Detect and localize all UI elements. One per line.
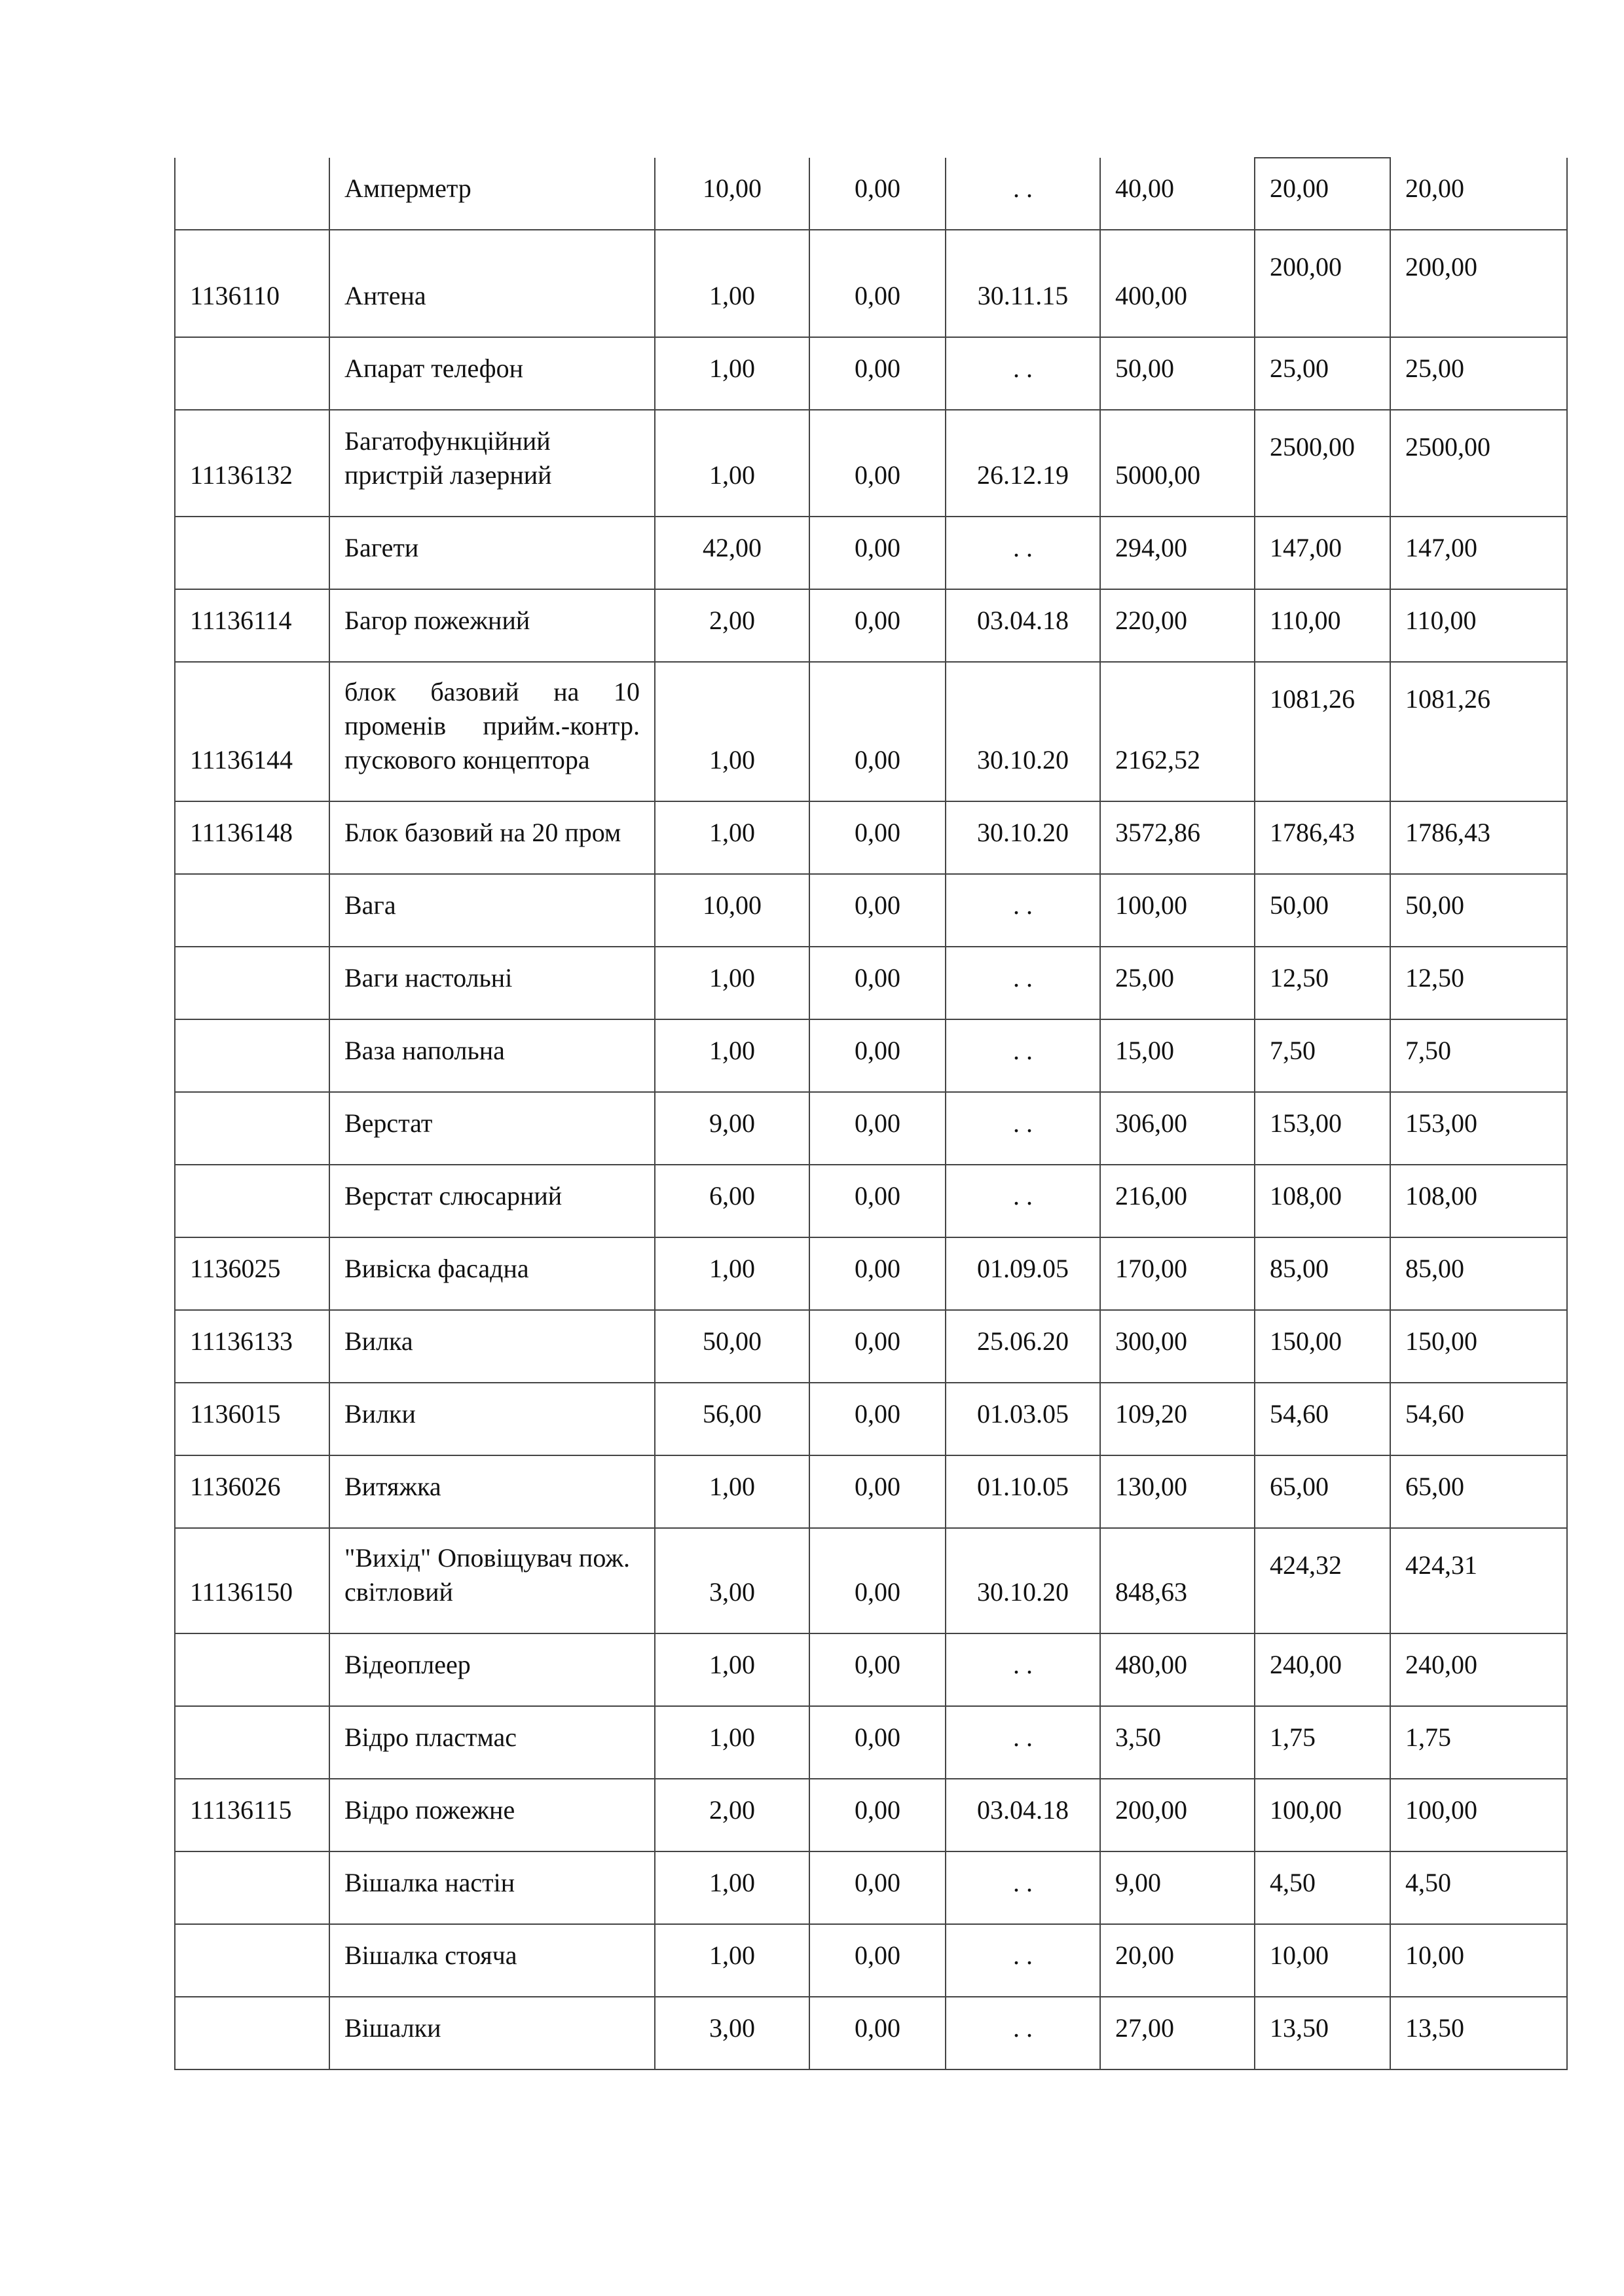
item-name: Відро пластмас	[329, 1706, 655, 1779]
item-name: Багатофункційний пристрій лазерний	[329, 410, 655, 517]
item-code: 11136115	[175, 1779, 329, 1851]
item-half-2: 200,00	[1390, 230, 1567, 337]
item-half-1: 147,00	[1255, 517, 1390, 589]
item-zero-value: 0,00	[809, 801, 946, 874]
item-total: 170,00	[1100, 1237, 1255, 1310]
item-name: Витяжка	[329, 1455, 655, 1528]
item-zero-value: 0,00	[809, 1455, 946, 1528]
item-half-2: 85,00	[1390, 1237, 1567, 1310]
item-half-1: 1081,26	[1255, 662, 1390, 801]
item-half-2: 20,00	[1390, 158, 1567, 230]
item-half-2: 10,00	[1390, 1924, 1567, 1997]
item-zero-value: 0,00	[809, 1383, 946, 1455]
item-half-2: 2500,00	[1390, 410, 1567, 517]
item-quantity: 1,00	[655, 337, 809, 410]
item-date: 01.09.05	[946, 1237, 1100, 1310]
item-zero-value: 0,00	[809, 1779, 946, 1851]
item-code: 11136150	[175, 1528, 329, 1633]
item-code	[175, 1706, 329, 1779]
item-total: 25,00	[1100, 947, 1255, 1019]
item-half-1: 2500,00	[1255, 410, 1390, 517]
item-half-1: 25,00	[1255, 337, 1390, 410]
item-total: 848,63	[1100, 1528, 1255, 1633]
item-half-1: 424,32	[1255, 1528, 1390, 1633]
item-zero-value: 0,00	[809, 230, 946, 337]
item-half-2: 54,60	[1390, 1383, 1567, 1455]
item-name: Вилки	[329, 1383, 655, 1455]
item-code: 1136015	[175, 1383, 329, 1455]
item-name: Амперметр	[329, 158, 655, 230]
item-code: 11136148	[175, 801, 329, 874]
item-name: Ваза напольна	[329, 1019, 655, 1092]
item-zero-value: 0,00	[809, 410, 946, 517]
item-date: 01.03.05	[946, 1383, 1100, 1455]
item-date: . .	[946, 337, 1100, 410]
item-quantity: 1,00	[655, 1924, 809, 1997]
inventory-table	[174, 157, 1568, 2070]
item-half-2: 25,00	[1390, 337, 1567, 410]
item-code	[175, 1019, 329, 1092]
item-quantity: 1,00	[655, 1455, 809, 1528]
item-total: 3,50	[1100, 1706, 1255, 1779]
item-date: 03.04.18	[946, 589, 1100, 662]
item-name: Блок базовий на 20 пром	[329, 801, 655, 874]
item-quantity: 56,00	[655, 1383, 809, 1455]
item-code	[175, 337, 329, 410]
item-name: Ваги настольні	[329, 947, 655, 1019]
item-quantity: 1,00	[655, 801, 809, 874]
item-half-1: 108,00	[1255, 1165, 1390, 1237]
item-half-2: 240,00	[1390, 1633, 1567, 1706]
table-row	[175, 1455, 1567, 1528]
item-date: . .	[946, 1851, 1100, 1924]
item-quantity: 1,00	[655, 947, 809, 1019]
item-quantity: 1,00	[655, 1633, 809, 1706]
item-half-1: 20,00	[1255, 158, 1390, 230]
item-date: . .	[946, 1997, 1100, 2069]
item-date: 30.10.20	[946, 1528, 1100, 1633]
table-row	[175, 1997, 1567, 2069]
item-date: . .	[946, 1165, 1100, 1237]
item-half-1: 54,60	[1255, 1383, 1390, 1455]
item-half-1: 100,00	[1255, 1779, 1390, 1851]
item-quantity: 50,00	[655, 1310, 809, 1383]
item-code: 11136144	[175, 662, 329, 801]
item-total: 216,00	[1100, 1165, 1255, 1237]
item-quantity: 10,00	[655, 158, 809, 230]
item-total: 100,00	[1100, 874, 1255, 947]
item-date: . .	[946, 874, 1100, 947]
item-quantity: 1,00	[655, 1237, 809, 1310]
item-total: 5000,00	[1100, 410, 1255, 517]
item-half-1: 10,00	[1255, 1924, 1390, 1997]
item-code	[175, 517, 329, 589]
item-quantity: 1,00	[655, 1851, 809, 1924]
item-total: 3572,86	[1100, 801, 1255, 874]
table-row	[175, 947, 1567, 1019]
item-total: 294,00	[1100, 517, 1255, 589]
item-half-2: 147,00	[1390, 517, 1567, 589]
item-quantity: 1,00	[655, 662, 809, 801]
item-zero-value: 0,00	[809, 1851, 946, 1924]
item-total: 130,00	[1100, 1455, 1255, 1528]
item-name: Вилка	[329, 1310, 655, 1383]
item-quantity: 1,00	[655, 410, 809, 517]
item-zero-value: 0,00	[809, 1165, 946, 1237]
item-half-1: 240,00	[1255, 1633, 1390, 1706]
item-name: Багети	[329, 517, 655, 589]
item-quantity: 3,00	[655, 1528, 809, 1633]
item-code: 1136025	[175, 1237, 329, 1310]
table-row	[175, 1092, 1567, 1165]
item-total: 400,00	[1100, 230, 1255, 337]
item-quantity: 9,00	[655, 1092, 809, 1165]
item-quantity: 6,00	[655, 1165, 809, 1237]
item-date: . .	[946, 1092, 1100, 1165]
item-half-1: 1786,43	[1255, 801, 1390, 874]
item-zero-value: 0,00	[809, 947, 946, 1019]
item-date: . .	[946, 1019, 1100, 1092]
table-row	[175, 662, 1567, 801]
item-zero-value: 0,00	[809, 1310, 946, 1383]
table-row	[175, 1310, 1567, 1383]
item-code	[175, 1633, 329, 1706]
table-row	[175, 874, 1567, 947]
item-zero-value: 0,00	[809, 589, 946, 662]
item-code	[175, 947, 329, 1019]
item-date: 26.12.19	[946, 410, 1100, 517]
table-row	[175, 801, 1567, 874]
item-zero-value: 0,00	[809, 158, 946, 230]
item-total: 220,00	[1100, 589, 1255, 662]
item-zero-value: 0,00	[809, 1997, 946, 2069]
item-half-2: 1081,26	[1390, 662, 1567, 801]
item-half-2: 7,50	[1390, 1019, 1567, 1092]
item-half-2: 13,50	[1390, 1997, 1567, 2069]
item-quantity: 2,00	[655, 1779, 809, 1851]
item-date: . .	[946, 1633, 1100, 1706]
item-code: 11136132	[175, 410, 329, 517]
item-half-1: 12,50	[1255, 947, 1390, 1019]
item-name: Вішалка настін	[329, 1851, 655, 1924]
item-date: . .	[946, 1924, 1100, 1997]
item-total: 20,00	[1100, 1924, 1255, 1997]
table-row	[175, 589, 1567, 662]
item-total: 300,00	[1100, 1310, 1255, 1383]
item-half-1: 65,00	[1255, 1455, 1390, 1528]
item-half-2: 12,50	[1390, 947, 1567, 1019]
item-code	[175, 1924, 329, 1997]
table-row	[175, 1383, 1567, 1455]
item-name: Вішалки	[329, 1997, 655, 2069]
item-date: 30.11.15	[946, 230, 1100, 337]
item-half-2: 110,00	[1390, 589, 1567, 662]
item-name: Відеоплеер	[329, 1633, 655, 1706]
item-quantity: 3,00	[655, 1997, 809, 2069]
item-total: 15,00	[1100, 1019, 1255, 1092]
item-name: Багор пожежний	[329, 589, 655, 662]
item-code	[175, 1165, 329, 1237]
item-name: Вага	[329, 874, 655, 947]
item-code	[175, 1997, 329, 2069]
table-row	[175, 517, 1567, 589]
item-half-2: 424,31	[1390, 1528, 1567, 1633]
item-quantity: 10,00	[655, 874, 809, 947]
item-half-2: 108,00	[1390, 1165, 1567, 1237]
item-name: Вивіска фасадна	[329, 1237, 655, 1310]
table-row	[175, 1924, 1567, 1997]
item-name: Верстат	[329, 1092, 655, 1165]
item-half-2: 153,00	[1390, 1092, 1567, 1165]
item-quantity: 1,00	[655, 1019, 809, 1092]
table-row	[175, 1528, 1567, 1633]
item-date: 30.10.20	[946, 801, 1100, 874]
item-total: 40,00	[1100, 158, 1255, 230]
item-zero-value: 0,00	[809, 1019, 946, 1092]
table-row	[175, 1633, 1567, 1706]
item-zero-value: 0,00	[809, 1924, 946, 1997]
item-date: . .	[946, 947, 1100, 1019]
item-half-1: 13,50	[1255, 1997, 1390, 2069]
item-quantity: 1,00	[655, 230, 809, 337]
item-half-1: 7,50	[1255, 1019, 1390, 1092]
item-half-2: 50,00	[1390, 874, 1567, 947]
item-zero-value: 0,00	[809, 1528, 946, 1633]
item-name: Апарат телефон	[329, 337, 655, 410]
item-half-1: 110,00	[1255, 589, 1390, 662]
table-row	[175, 410, 1567, 517]
item-date: . .	[946, 158, 1100, 230]
item-half-1: 150,00	[1255, 1310, 1390, 1383]
item-name: Відро пожежне	[329, 1779, 655, 1851]
table-row	[175, 1851, 1567, 1924]
table-row	[175, 230, 1567, 337]
item-zero-value: 0,00	[809, 874, 946, 947]
item-total: 2162,52	[1100, 662, 1255, 801]
item-date: 25.06.20	[946, 1310, 1100, 1383]
item-code	[175, 158, 329, 230]
item-date: . .	[946, 1706, 1100, 1779]
item-date: 03.04.18	[946, 1779, 1100, 1851]
item-half-1: 1,75	[1255, 1706, 1390, 1779]
item-name: Антена	[329, 230, 655, 337]
item-total: 50,00	[1100, 337, 1255, 410]
item-half-2: 1,75	[1390, 1706, 1567, 1779]
table-row	[175, 1019, 1567, 1092]
item-code: 1136026	[175, 1455, 329, 1528]
item-half-1: 50,00	[1255, 874, 1390, 947]
item-code: 11136133	[175, 1310, 329, 1383]
item-zero-value: 0,00	[809, 517, 946, 589]
item-total: 306,00	[1100, 1092, 1255, 1165]
item-date: 30.10.20	[946, 662, 1100, 801]
item-half-2: 100,00	[1390, 1779, 1567, 1851]
item-half-1: 153,00	[1255, 1092, 1390, 1165]
item-code: 1136110	[175, 230, 329, 337]
item-half-1: 200,00	[1255, 230, 1390, 337]
item-name: блок базовий на 10 променів прийм.-контр. пускового концептора	[329, 662, 655, 801]
item-quantity: 42,00	[655, 517, 809, 589]
item-half-2: 4,50	[1390, 1851, 1567, 1924]
item-total: 9,00	[1100, 1851, 1255, 1924]
item-half-2: 65,00	[1390, 1455, 1567, 1528]
table-row	[175, 1706, 1567, 1779]
item-half-2: 150,00	[1390, 1310, 1567, 1383]
item-name: Верстат слюсарний	[329, 1165, 655, 1237]
item-name: Вішалка стояча	[329, 1924, 655, 1997]
item-code	[175, 874, 329, 947]
item-code	[175, 1851, 329, 1924]
item-code: 11136114	[175, 589, 329, 662]
table-row	[175, 1237, 1567, 1310]
item-half-2: 1786,43	[1390, 801, 1567, 874]
item-total: 200,00	[1100, 1779, 1255, 1851]
item-half-1: 4,50	[1255, 1851, 1390, 1924]
item-date: . .	[946, 517, 1100, 589]
item-zero-value: 0,00	[809, 1706, 946, 1779]
table-row	[175, 337, 1567, 410]
item-zero-value: 0,00	[809, 662, 946, 801]
item-half-1: 85,00	[1255, 1237, 1390, 1310]
item-zero-value: 0,00	[809, 1237, 946, 1310]
item-total: 480,00	[1100, 1633, 1255, 1706]
item-date: 01.10.05	[946, 1455, 1100, 1528]
item-zero-value: 0,00	[809, 337, 946, 410]
item-total: 109,20	[1100, 1383, 1255, 1455]
item-name: "Вихід" Оповіщувач пож. світловий	[329, 1528, 655, 1633]
table-row	[175, 1165, 1567, 1237]
item-zero-value: 0,00	[809, 1633, 946, 1706]
item-total: 27,00	[1100, 1997, 1255, 2069]
table-row	[175, 158, 1567, 230]
item-quantity: 2,00	[655, 589, 809, 662]
item-zero-value: 0,00	[809, 1092, 946, 1165]
item-code	[175, 1092, 329, 1165]
item-quantity: 1,00	[655, 1706, 809, 1779]
table-row	[175, 1779, 1567, 1851]
